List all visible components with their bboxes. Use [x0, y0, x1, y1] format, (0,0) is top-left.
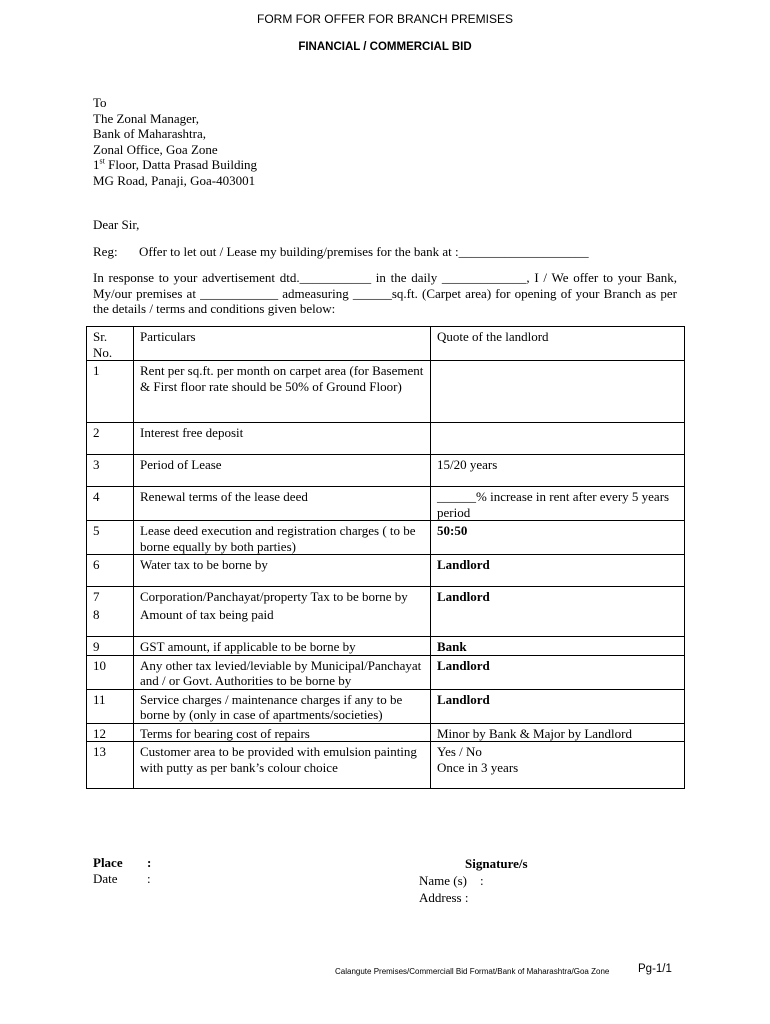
header-particulars: Particulars	[134, 327, 431, 361]
row-particular: Customer area to be provided with emulsion painting with putty as per bank’s colour choice	[134, 742, 431, 789]
row-sr: 4	[87, 487, 134, 521]
place-label: Place	[93, 855, 123, 870]
row-particular: Interest free deposit	[134, 423, 431, 455]
address-line-2: Bank of Maharashtra,	[93, 126, 206, 142]
row-particular: GST amount, if applicable to be borne by	[134, 637, 431, 656]
form-title: FORM FOR OFFER FOR BRANCH PREMISES	[256, 12, 513, 26]
table-row	[87, 487, 685, 521]
row-sr: 8	[87, 605, 134, 637]
row-quote: 15/20 years	[431, 455, 685, 487]
place-line	[93, 855, 151, 871]
row-quote: Minor by Bank & Major by Landlord	[431, 723, 685, 742]
row-quote	[431, 423, 685, 455]
table-row	[87, 521, 685, 555]
reg-line	[93, 244, 589, 260]
row-quote-line-1: Yes / No	[437, 744, 482, 759]
signature-title: Signature/s	[465, 856, 528, 871]
row-sr: 5	[87, 521, 134, 555]
row-quote	[431, 742, 685, 789]
row-quote: Landlord	[431, 587, 685, 605]
table-row	[87, 723, 685, 742]
row-particular: Lease deed execution and registration charges ( to be borne equally by both parties)	[134, 521, 431, 555]
row-particular: Rent per sq.ft. per month on carpet area (for Basement & First floor rate should be 50% of Ground Floor)	[134, 361, 431, 423]
header-sr-no: Sr. No.	[87, 327, 134, 361]
row-sr: 9	[87, 637, 134, 656]
row-particular: Terms for bearing cost of repairs	[134, 723, 431, 742]
signature-block	[419, 855, 528, 906]
form-subtitle: FINANCIAL / COMMERCIAL BID	[298, 41, 472, 53]
row-quote	[431, 605, 685, 637]
terms-table	[86, 326, 685, 789]
row-sr: 6	[87, 555, 134, 587]
floor-rest: Floor, Datta Prasad Building	[104, 157, 258, 173]
address-line-4	[93, 157, 257, 173]
table-row	[87, 605, 685, 637]
table-row	[87, 689, 685, 723]
address-line-3: Zonal Office, Goa Zone	[93, 141, 218, 157]
row-quote: Bank	[431, 637, 685, 656]
place-sep: :	[147, 855, 152, 870]
row-quote: Landlord	[431, 689, 685, 723]
reg-text: Offer to let out / Lease my building/premises for the bank at :____________________	[139, 244, 589, 259]
table-row	[87, 587, 685, 605]
place-date-block	[93, 855, 151, 886]
table-row	[87, 423, 685, 455]
row-quote: Landlord	[431, 655, 685, 689]
address-line-1: The Zonal Manager,	[93, 110, 199, 126]
row-quote: Landlord	[431, 555, 685, 587]
row-sr: 11	[87, 689, 134, 723]
row-particular: Amount of tax being paid	[134, 605, 431, 637]
address-block	[93, 95, 257, 189]
row-particular: Period of Lease	[134, 455, 431, 487]
floor-superscript: st	[99, 157, 105, 167]
row-quote: 50:50	[431, 521, 685, 555]
date-line	[93, 871, 151, 887]
row-sr: 3	[87, 455, 134, 487]
table-row	[87, 555, 685, 587]
signature-address: Address :	[419, 890, 469, 905]
row-quote	[431, 361, 685, 423]
row-quote: ______% increase in rent after every 5 years period	[431, 487, 685, 521]
row-sr: 1	[87, 361, 134, 423]
footer-note: Calangute Premises/Commerciall Bid Format/Bank of Maharashtra/Goa Zone	[335, 967, 610, 976]
row-particular: Any other tax levied/leviable by Municipal/Panchayat and / or Govt. Authorities to be borne by	[134, 655, 431, 689]
signature-name: Name (s) :	[419, 873, 484, 888]
date-sep: :	[147, 870, 151, 886]
row-particular: Renewal terms of the lease deed	[134, 487, 431, 521]
salutation: Dear Sir,	[93, 217, 140, 232]
table-row	[87, 655, 685, 689]
row-sr: 2	[87, 423, 134, 455]
table-row	[87, 361, 685, 423]
row-particular: Corporation/Panchayat/property Tax to be borne by	[134, 587, 431, 605]
row-sr: 12	[87, 723, 134, 742]
row-sr: 10	[87, 655, 134, 689]
row-particular: Service charges / maintenance charges if any to be borne by (only in case of apartments/societies)	[134, 689, 431, 723]
reg-label: Reg:	[93, 244, 118, 259]
table-row	[87, 455, 685, 487]
header-quote: Quote of the landlord	[431, 327, 685, 361]
address-to: To	[93, 95, 107, 110]
row-sr: 13	[87, 742, 134, 789]
floor-number: 1	[93, 157, 100, 173]
row-particular: Water tax to be borne by	[134, 555, 431, 587]
response-paragraph: In response to your advertisement dtd.___________ in the daily _____________, I / We offer to your Bank, My/our premises at ____________ admeasuring ______sq.ft. (Carpet area) for opening of your Branch as per the details / terms and conditions given below:	[93, 270, 677, 317]
page-number: Pg-1/1	[638, 963, 672, 975]
table-row	[87, 637, 685, 656]
table-row	[87, 742, 685, 789]
row-quote-line-2: Once in 3 years	[437, 759, 519, 775]
address-line-5: MG Road, Panaji, Goa-403001	[93, 172, 256, 188]
row-sr: 7	[87, 587, 134, 605]
date-label: Date	[93, 870, 118, 886]
